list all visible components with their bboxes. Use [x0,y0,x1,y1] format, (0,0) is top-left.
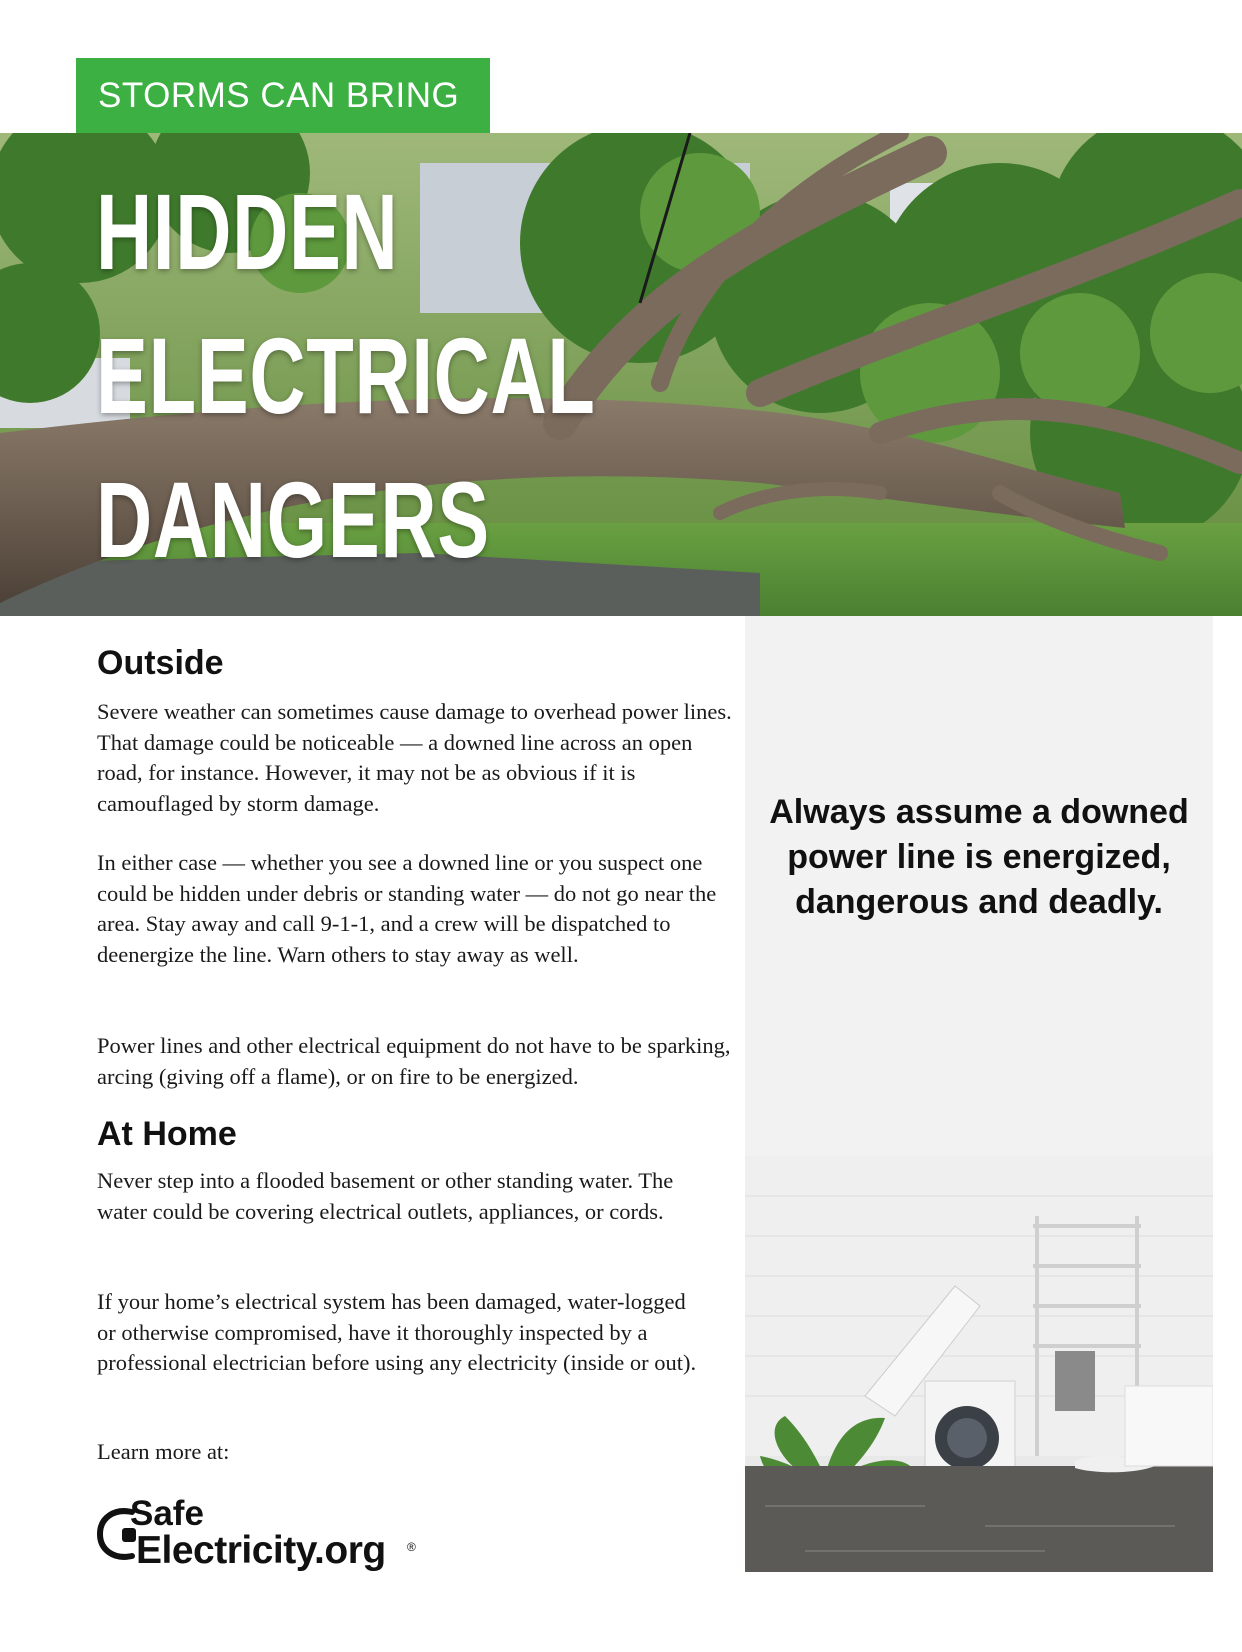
outside-paragraph-1 [97,697,737,819]
kicker-label: STORMS CAN BRING [76,58,490,133]
home-paragraph-1-text: Never step into a flooded basement or other standing water. The water could be covering electrical outlets, appliances, or cords. [97,1168,674,1224]
logo-line-2: Electricity.org [136,1529,386,1572]
home-heading: At Home [97,1115,237,1153]
headline-line-2: ELECTRICAL [96,315,596,436]
headline-line-1: HIDDEN [96,171,399,292]
learn-more-text: Learn more at: [97,1439,230,1464]
headline [96,160,596,592]
home-section [97,1115,737,1154]
outside-heading: Outside [97,644,224,682]
registered-mark: ® [407,1540,416,1554]
flooded-basement-photo [745,1156,1213,1572]
home-paragraph-2 [97,1287,697,1379]
safe-electricity-logo[interactable] [96,1496,426,1576]
outside-paragraph-3 [97,1031,737,1092]
headline-line-3: DANGERS [96,459,490,580]
learn-more [97,1437,737,1468]
outside-paragraph-3-text: Power lines and other electrical equipment do not have to be sparking, arcing (giving off a flame), or on fire to be energized. [97,1033,731,1089]
home-paragraph-2-text: If your home’s electrical system has been damaged, water-logged or otherwise compromised, have it thoroughly inspected by a professional electrician before using any electricity (inside or out). [97,1289,697,1375]
outside-section [97,644,737,683]
outside-paragraph-1-text: Severe weather can sometimes cause damage to overhead power lines. That damage could be noticeable — a downed line across an open road, for instance. However, it may not be as obvious if it is camouflaged by storm damage. [97,699,732,816]
outside-paragraph-2-text: In either case — whether you see a downed line or you suspect one could be hidden under debris or standing water — do not go near the area. Stay away and call 9-1-1, and a crew will be dispatched to deenergize the line. Warn others to stay away as well. [97,850,717,967]
outside-paragraph-2 [97,848,737,970]
home-paragraph-1 [97,1166,727,1227]
callout-text: Always assume a downed power line is energized, dangerous and deadly. [769,793,1189,921]
logo-line-1: Safe [130,1494,204,1533]
